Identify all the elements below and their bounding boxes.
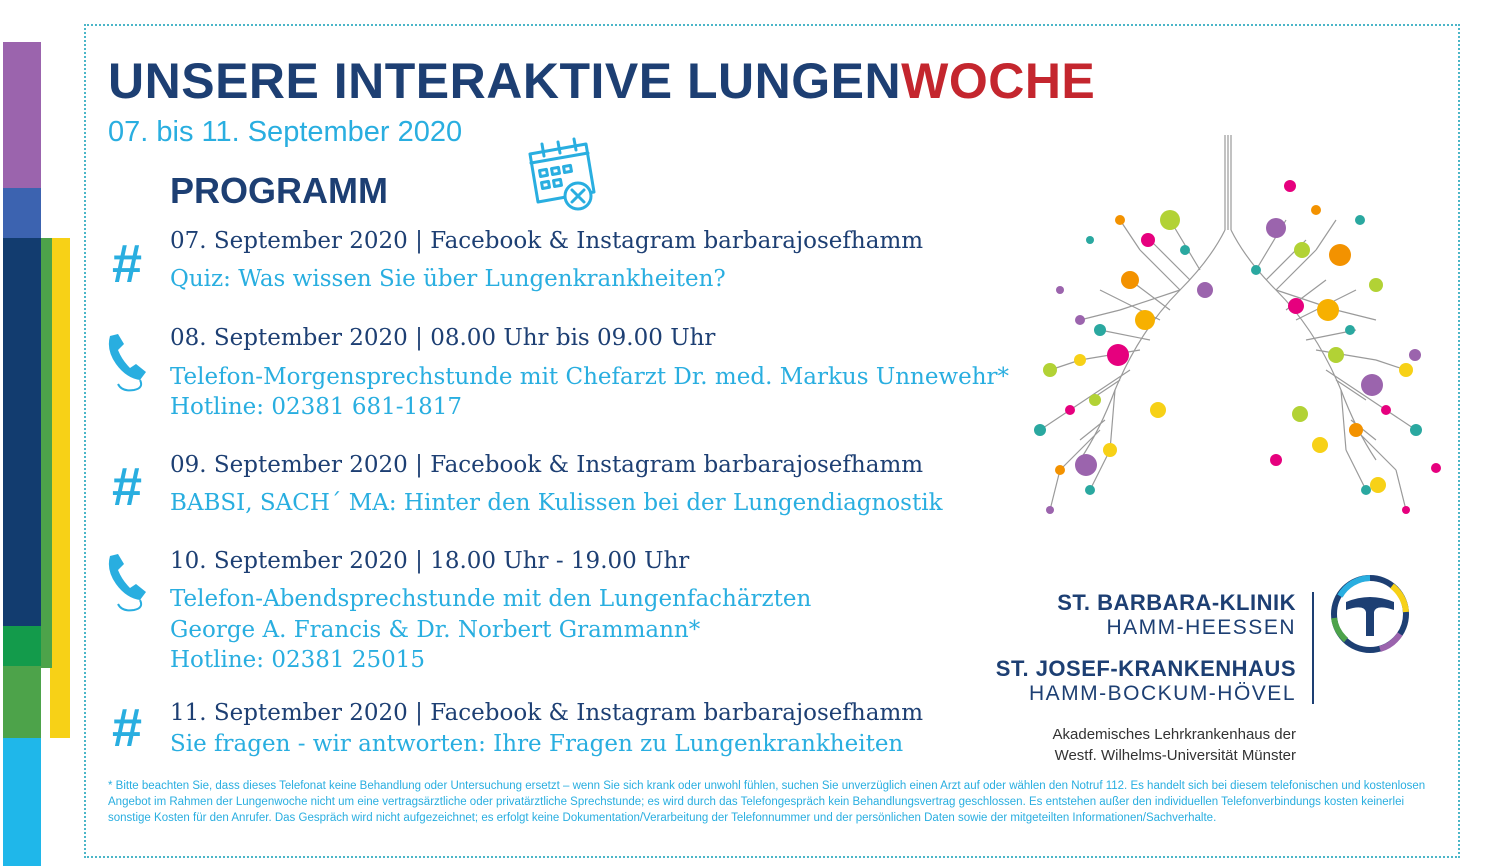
hospital-josef [960, 656, 1296, 706]
event-dates: 07. bis 11. September 2020 [108, 116, 463, 148]
program-heading-2: 08. September 2020 | 08.00 Uhr bis 09.00 Uhr [170, 325, 716, 351]
hospital-logo [1328, 572, 1412, 656]
akad-line-1: Akademisches Lehrkrankenhaus der [1052, 726, 1296, 743]
program-line-5a: Sie fragen - wir antworten: Ihre Fragen zu Lungenkrankheiten [170, 731, 904, 757]
program-line-4b: George A. Francis & Dr. Norbert Grammann* [170, 617, 701, 643]
stripe-green [40, 238, 52, 668]
program-line-4a: Telefon-Abendsprechstunde mit den Lungenfachärzten [170, 586, 812, 612]
program-line-2b: Hotline: 02381 681-1817 [170, 394, 463, 420]
josef-name: ST. JOSEF-KRANKENHAUS [995, 656, 1296, 681]
side-color-stripes [0, 0, 80, 866]
josef-place: HAMM-BOCKUM-HÖVEL [1028, 682, 1296, 705]
program-line-3a: BABSI, SACH´ MA: Hinter den Kulissen bei der Lungendiagnostik [170, 490, 943, 516]
calendar-icon [520, 136, 600, 216]
barbara-name: ST. BARBARA-KLINIK [1057, 590, 1296, 615]
program-line-4c: Hotline: 02381 25015 [170, 647, 425, 673]
program-line-2a: Telefon-Morgensprechstunde mit Chefarzt Dr. med. Markus Unnewehr* [170, 364, 1010, 390]
lungs-illustration [1020, 130, 1450, 550]
title-main: UNSERE INTERAKTIVE LUNGEN [108, 53, 902, 109]
program-heading-4: 10. September 2020 | 18.00 Uhr - 19.00 Uhr [170, 548, 690, 574]
title-accent: WOCHE [901, 53, 1096, 109]
hashtag-icon: # [111, 234, 143, 294]
program-heading-1: 07. September 2020 | Facebook & Instagram barbarajosefhamm [170, 228, 924, 254]
akad-line-2: Westf. Wilhelms-Universität Münster [1054, 747, 1296, 764]
stripe-blue [3, 188, 41, 238]
hashtag-icon: # [111, 698, 143, 758]
footnote-disclaimer: * Bitte beachten Sie, dass dieses Telefonat keine Behandlung oder Untersuchung ersetzt – wenn Sie sich krank oder unwohl fühlen, suchen Sie unverzüglich einen Arzt auf oder wählen den Notruf 112. Es handelt sich bei diesem telefonischen und kostenlosen Angebot im Rahmen der Lungenwoche nicht um eine vertragsärztliche oder privatärztliche Sprechstunde; es wird durch das Telefongespräch kein Behandlungsvertrag geschlossen. Es entstehen außer den individuellen Telefonverbindungs kosten keinerlei sonstige Kosten für den Anrufer. Das Gespräch wird nicht aufgezeichnet; es erfolgt keine Dokumentation/Verarbeitung der Telefonnummer und der persönlichen Daten sowie der mitgeteilten Informationen/Sachverhalte. [108, 780, 1426, 824]
page-title [108, 52, 1095, 110]
stripe-darkgreen [3, 626, 41, 666]
stripe-navy [3, 238, 41, 626]
phone-icon [104, 550, 154, 614]
program-heading-3: 09. September 2020 | Facebook & Instagram barbarajosefhamm [170, 452, 924, 478]
programm-heading: PROGRAMM [170, 170, 388, 211]
logo-divider [1312, 592, 1314, 704]
academic-note [1000, 724, 1296, 766]
hashtag-icon: # [111, 457, 143, 517]
hospital-barbara [1020, 590, 1296, 640]
stripe-yellow [50, 238, 70, 738]
phone-icon [104, 330, 154, 394]
barbara-place: HAMM-HEESSEN [1106, 616, 1296, 639]
stripe-purple [3, 42, 41, 188]
program-line-1a: Quiz: Was wissen Sie über Lungenkrankheiten? [170, 266, 726, 292]
stripe-lightgreen [3, 666, 41, 738]
stripe-cyan [3, 738, 41, 866]
program-heading-5: 11. September 2020 | Facebook & Instagram barbarajosefhamm [170, 700, 924, 726]
